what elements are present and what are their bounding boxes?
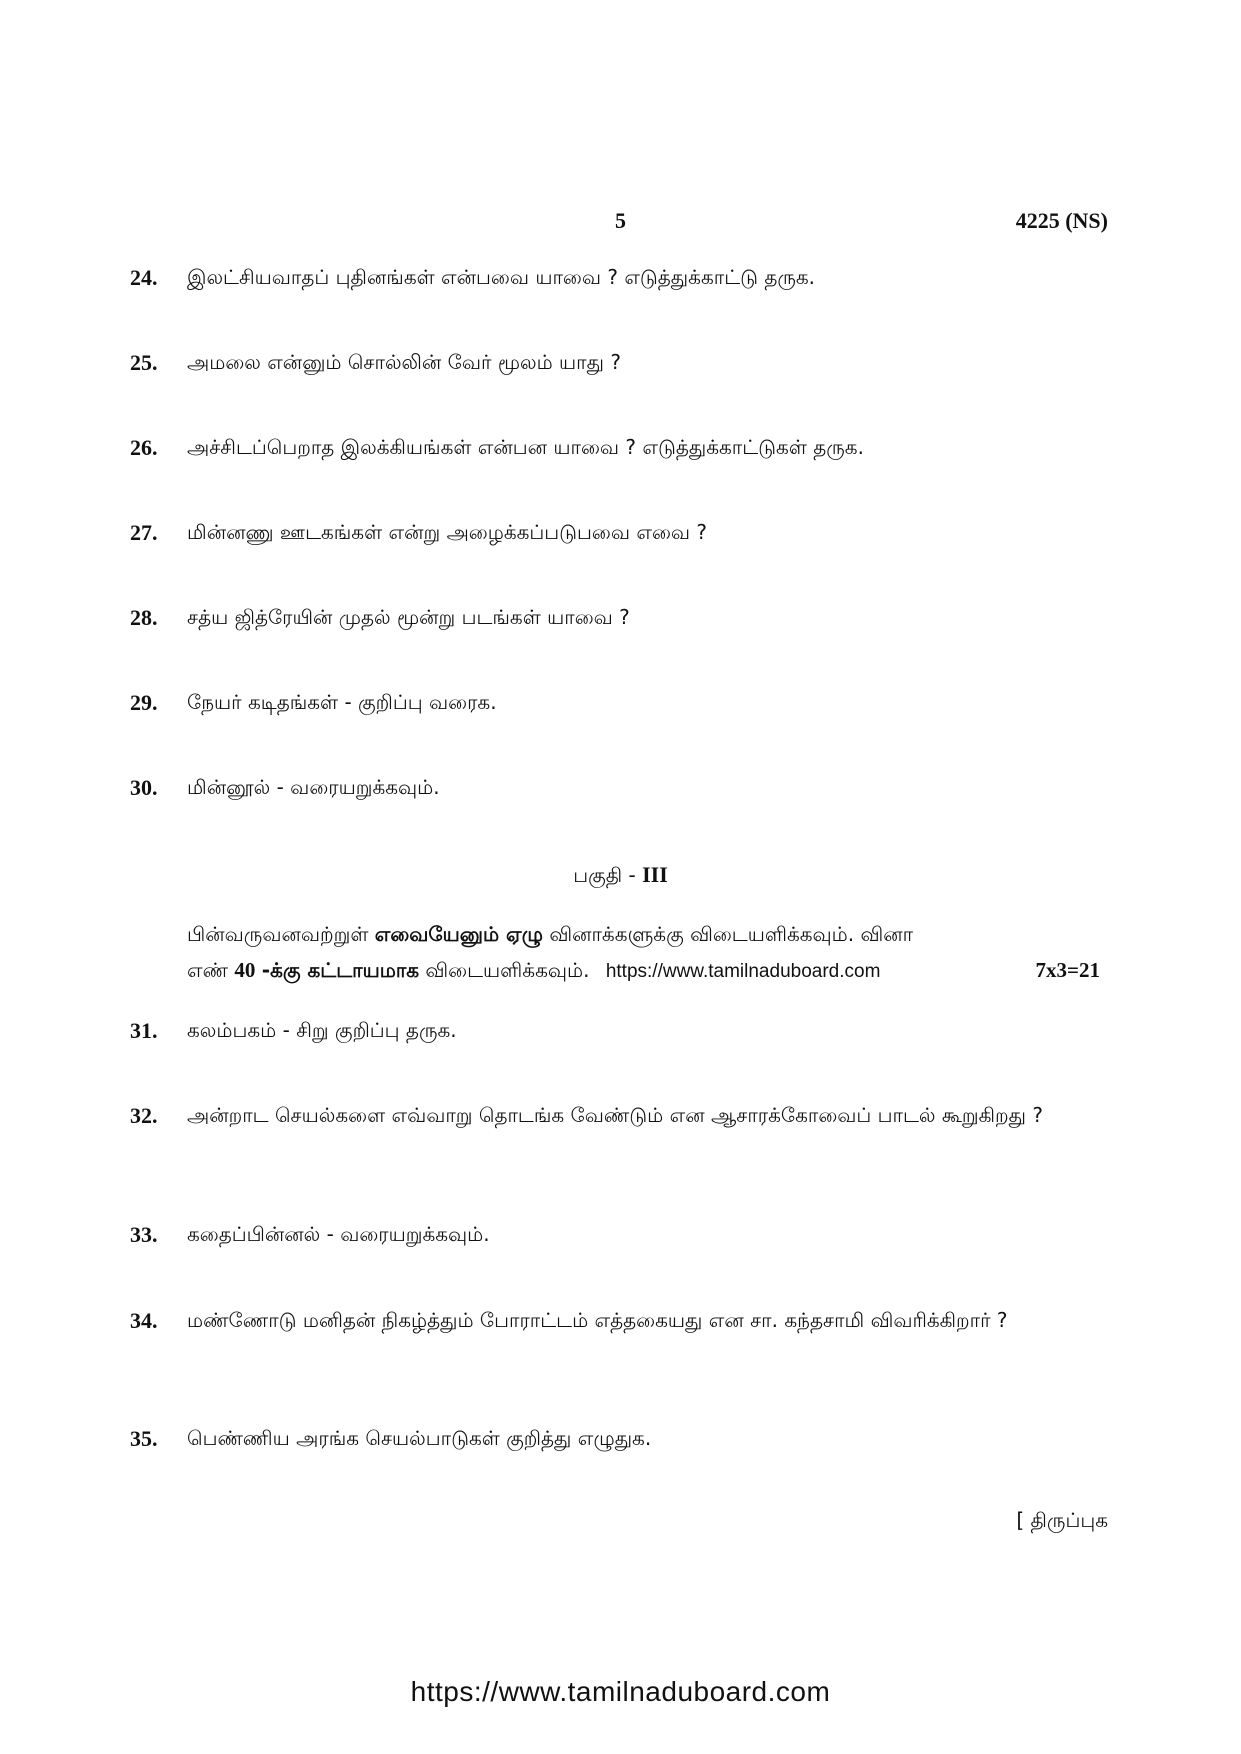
question-text: நேயர் கடிதங்கள் - குறிப்பு வரைக.: [187, 690, 497, 714]
question-number: 26.: [130, 435, 158, 460]
question-text: சத்ய ஜித்ரேயின் முதல் மூன்று படங்கள் யாவை ?: [187, 605, 630, 629]
question-text: மின்னணு ஊடகங்கள் என்று அழைக்கப்படுபவை எவை ?: [187, 520, 707, 544]
page-number: 5: [615, 208, 626, 233]
question-text: கதைப்பின்னல் - வரையறுக்கவும்.: [187, 1222, 490, 1246]
question-text: பெண்ணிய அரங்க செயல்பாடுகள் குறித்து எழுதுக.: [187, 1426, 652, 1450]
instruction-text: பின்வருவனவற்றுள்: [187, 922, 369, 946]
question-text: அச்சிடப்பெறாத இலக்கியங்கள் என்பன யாவை ? எடுத்துக்காட்டுகள் தருக.: [187, 435, 864, 459]
question-number: 25.: [130, 350, 158, 375]
question-number: 32.: [130, 1103, 158, 1128]
question-text: அமலை என்னும் சொல்லின் வேர் மூலம் யாது ?: [187, 350, 621, 374]
section-instructions: [187, 916, 1107, 990]
continue-note: [ திருப்புக: [1016, 1508, 1108, 1532]
question-number: 28.: [130, 605, 158, 630]
question-text: அன்றாட செயல்களை எவ்வாறு தொடங்க வேண்டும் என ஆசாரக்கோவைப் பாடல் கூறுகிறது ?: [187, 1103, 1043, 1127]
section-heading: [0, 862, 1241, 890]
question-text: இலட்சியவாதப் புதினங்கள் என்பவை யாவை ? எடுத்துக்காட்டு தருக.: [187, 265, 816, 289]
footer-url: https://www.tamilnaduboard.com: [410, 1676, 831, 1707]
question-text: மண்ணோடு மனிதன் நிகழ்த்தும் போராட்டம் எத்தகையது என சா. கந்தசாமி விவரிக்கிறார் ?: [187, 1308, 1008, 1332]
question-number: 31.: [130, 1018, 158, 1043]
question-number: 30.: [130, 775, 158, 800]
question-number: 27.: [130, 520, 158, 545]
question-text: மின்னூல் - வரையறுக்கவும்.: [187, 775, 440, 799]
question-number: 29.: [130, 690, 158, 715]
question-number: 24.: [130, 265, 158, 290]
instruction-text: எண்: [187, 958, 229, 982]
instruction-line-1: [187, 916, 1107, 952]
compulsory-question-number: 40: [234, 958, 256, 982]
instruction-text: விடையளிக்கவும்.: [425, 958, 590, 982]
question-text: கலம்பகம் - சிறு குறிப்பு தருக.: [187, 1018, 457, 1042]
marks-allocation: 7x3=21: [1035, 958, 1100, 982]
instruction-emphasis: -க்கு கட்டாயமாக: [261, 958, 420, 982]
section-title-text: பகுதி -: [573, 863, 636, 887]
question-number: 35.: [130, 1426, 158, 1451]
instruction-line-2: [187, 952, 1107, 990]
instruction-emphasis: எவையேனும் ஏழு: [374, 922, 543, 946]
watermark-url: https://www.tamilnaduboard.com: [605, 961, 881, 982]
instruction-text: வினாக்களுக்கு விடையளிக்கவும். வினா: [549, 922, 914, 946]
section-roman-numeral: III: [642, 862, 668, 887]
question-number: 34.: [130, 1308, 158, 1333]
question-number: 33.: [130, 1222, 158, 1247]
paper-code: 4225 (NS): [1015, 208, 1108, 233]
